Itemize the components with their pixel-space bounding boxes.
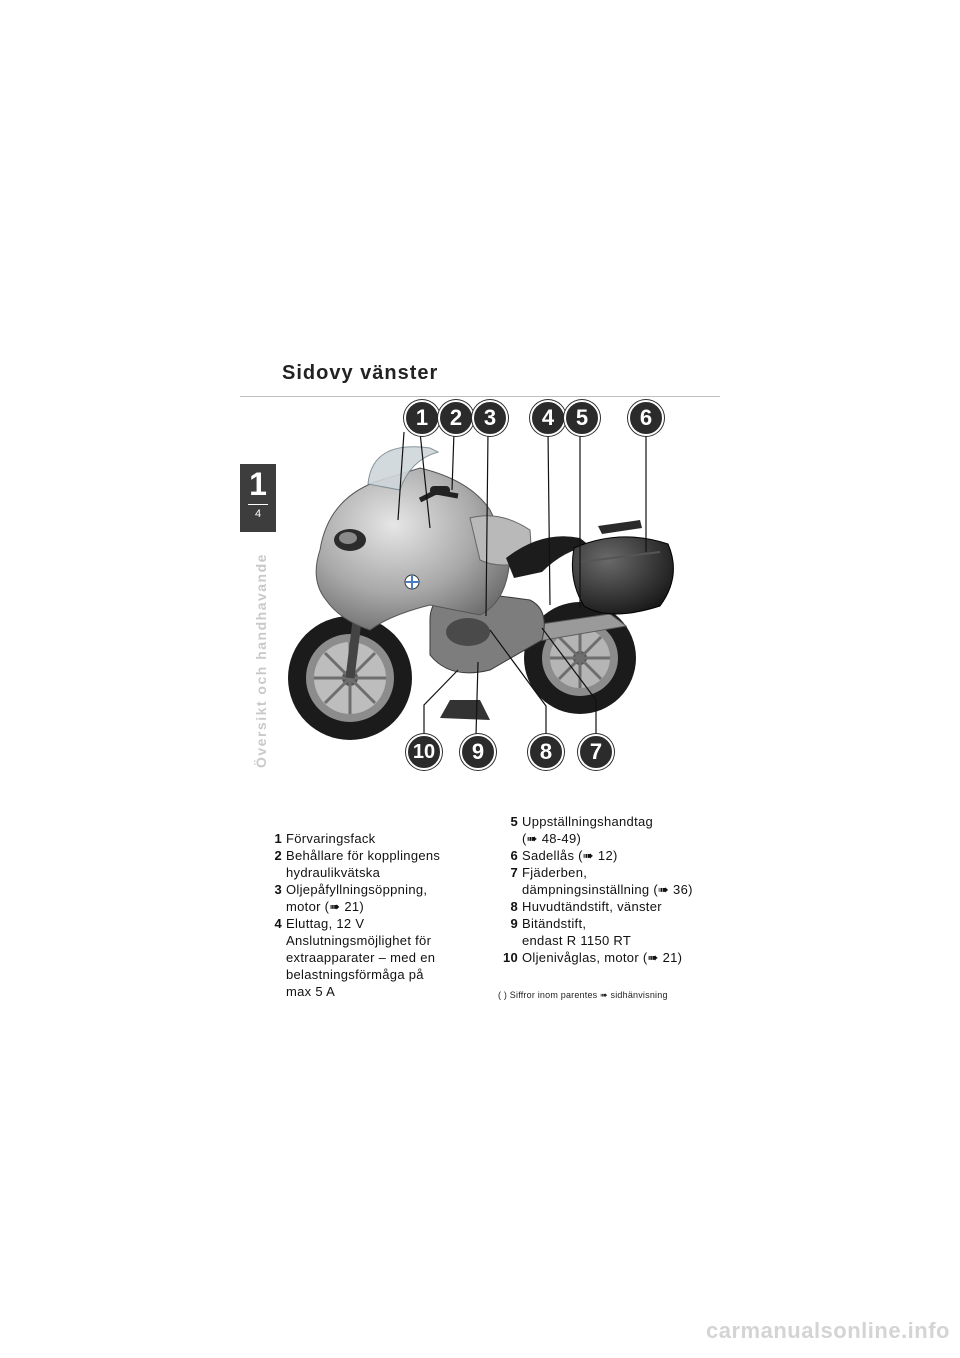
legend-text: belastningsförmåga på bbox=[286, 967, 424, 982]
watermark: carmanualsonline.info bbox=[706, 1318, 950, 1343]
callout-8: 8 bbox=[528, 734, 564, 770]
page-title: Sidovy vänster bbox=[282, 362, 439, 384]
legend-number: 9 bbox=[510, 916, 518, 931]
legend-text: Behållare för kopplingens bbox=[286, 848, 441, 863]
chapter-tab bbox=[240, 464, 276, 532]
callout-10: 10 bbox=[406, 734, 442, 770]
legend-number: 1 bbox=[274, 831, 282, 846]
callout-5: 5 bbox=[564, 400, 600, 436]
legend-number: 2 bbox=[274, 848, 282, 863]
legend-number: 3 bbox=[274, 882, 282, 897]
title-divider bbox=[240, 396, 720, 397]
legend-right bbox=[490, 813, 730, 966]
callout-1: 1 bbox=[404, 400, 440, 436]
motorcycle-illustration bbox=[280, 400, 720, 780]
legend-number: 10 bbox=[502, 950, 518, 965]
legend-item bbox=[262, 847, 482, 881]
legend-text: hydraulikvätska bbox=[286, 865, 381, 880]
chapter-number: 1 bbox=[249, 466, 267, 502]
callout-3: 3 bbox=[472, 400, 508, 436]
legend-text: Bitändstift, bbox=[522, 916, 587, 931]
side-case bbox=[572, 537, 673, 614]
legend-text: Förvaringsfack bbox=[286, 831, 376, 846]
legend-text: (➠ 48-49) bbox=[522, 831, 582, 846]
legend-item bbox=[490, 949, 730, 966]
motorcycle-figure bbox=[280, 400, 720, 780]
legend-number: 5 bbox=[510, 814, 518, 829]
legend-number: 8 bbox=[510, 899, 518, 914]
legend-number: 7 bbox=[510, 865, 518, 880]
legend-text: Uppställningshandtag bbox=[522, 814, 654, 829]
legend-text: Oljepåfyllningsöppning, bbox=[286, 882, 428, 897]
legend-text: Fjäderben, bbox=[522, 865, 588, 880]
legend-text: extraapparater – med en bbox=[286, 950, 436, 965]
legend-item bbox=[490, 898, 730, 915]
legend-item bbox=[490, 847, 730, 864]
page-reference-footnote: ( ) Siffror inom parentes ➠ sidhänvisning bbox=[498, 990, 668, 1000]
callout-6: 6 bbox=[628, 400, 664, 436]
legend-text: endast R 1150 RT bbox=[522, 933, 632, 948]
legend-text: Sadellås (➠ 12) bbox=[522, 848, 618, 863]
page-number: 4 bbox=[254, 508, 262, 520]
callout-9: 9 bbox=[460, 734, 496, 770]
legend-left bbox=[262, 830, 482, 1000]
legend-text: Eluttag, 12 V bbox=[286, 916, 365, 931]
section-label: Översikt och handhavande bbox=[253, 553, 269, 768]
legend-item bbox=[262, 830, 482, 847]
legend-text: motor (➠ 21) bbox=[286, 899, 365, 914]
legend-item bbox=[490, 813, 730, 847]
legend-text: dämpningsinställning (➠ 36) bbox=[522, 882, 693, 897]
callout-2: 2 bbox=[438, 400, 474, 436]
callout-4: 4 bbox=[530, 400, 566, 436]
legend-text: max 5 A bbox=[286, 984, 336, 999]
center-stand bbox=[440, 700, 490, 720]
mirror bbox=[430, 486, 450, 495]
legend-number: 4 bbox=[274, 916, 282, 931]
legend-item bbox=[490, 915, 730, 949]
legend-item bbox=[262, 881, 482, 915]
legend-item bbox=[490, 864, 730, 898]
legend-number: 6 bbox=[510, 848, 518, 863]
legend-item bbox=[262, 915, 482, 1000]
legend-text: Oljenivåglas, motor (➠ 21) bbox=[522, 950, 683, 965]
callout-7: 7 bbox=[578, 734, 614, 770]
legend-text: Huvudtändstift, vänster bbox=[522, 899, 662, 914]
luggage-rack bbox=[598, 520, 642, 534]
engine-cylinder bbox=[446, 618, 490, 646]
legend-text: Anslutningsmöjlighet för bbox=[286, 933, 432, 948]
